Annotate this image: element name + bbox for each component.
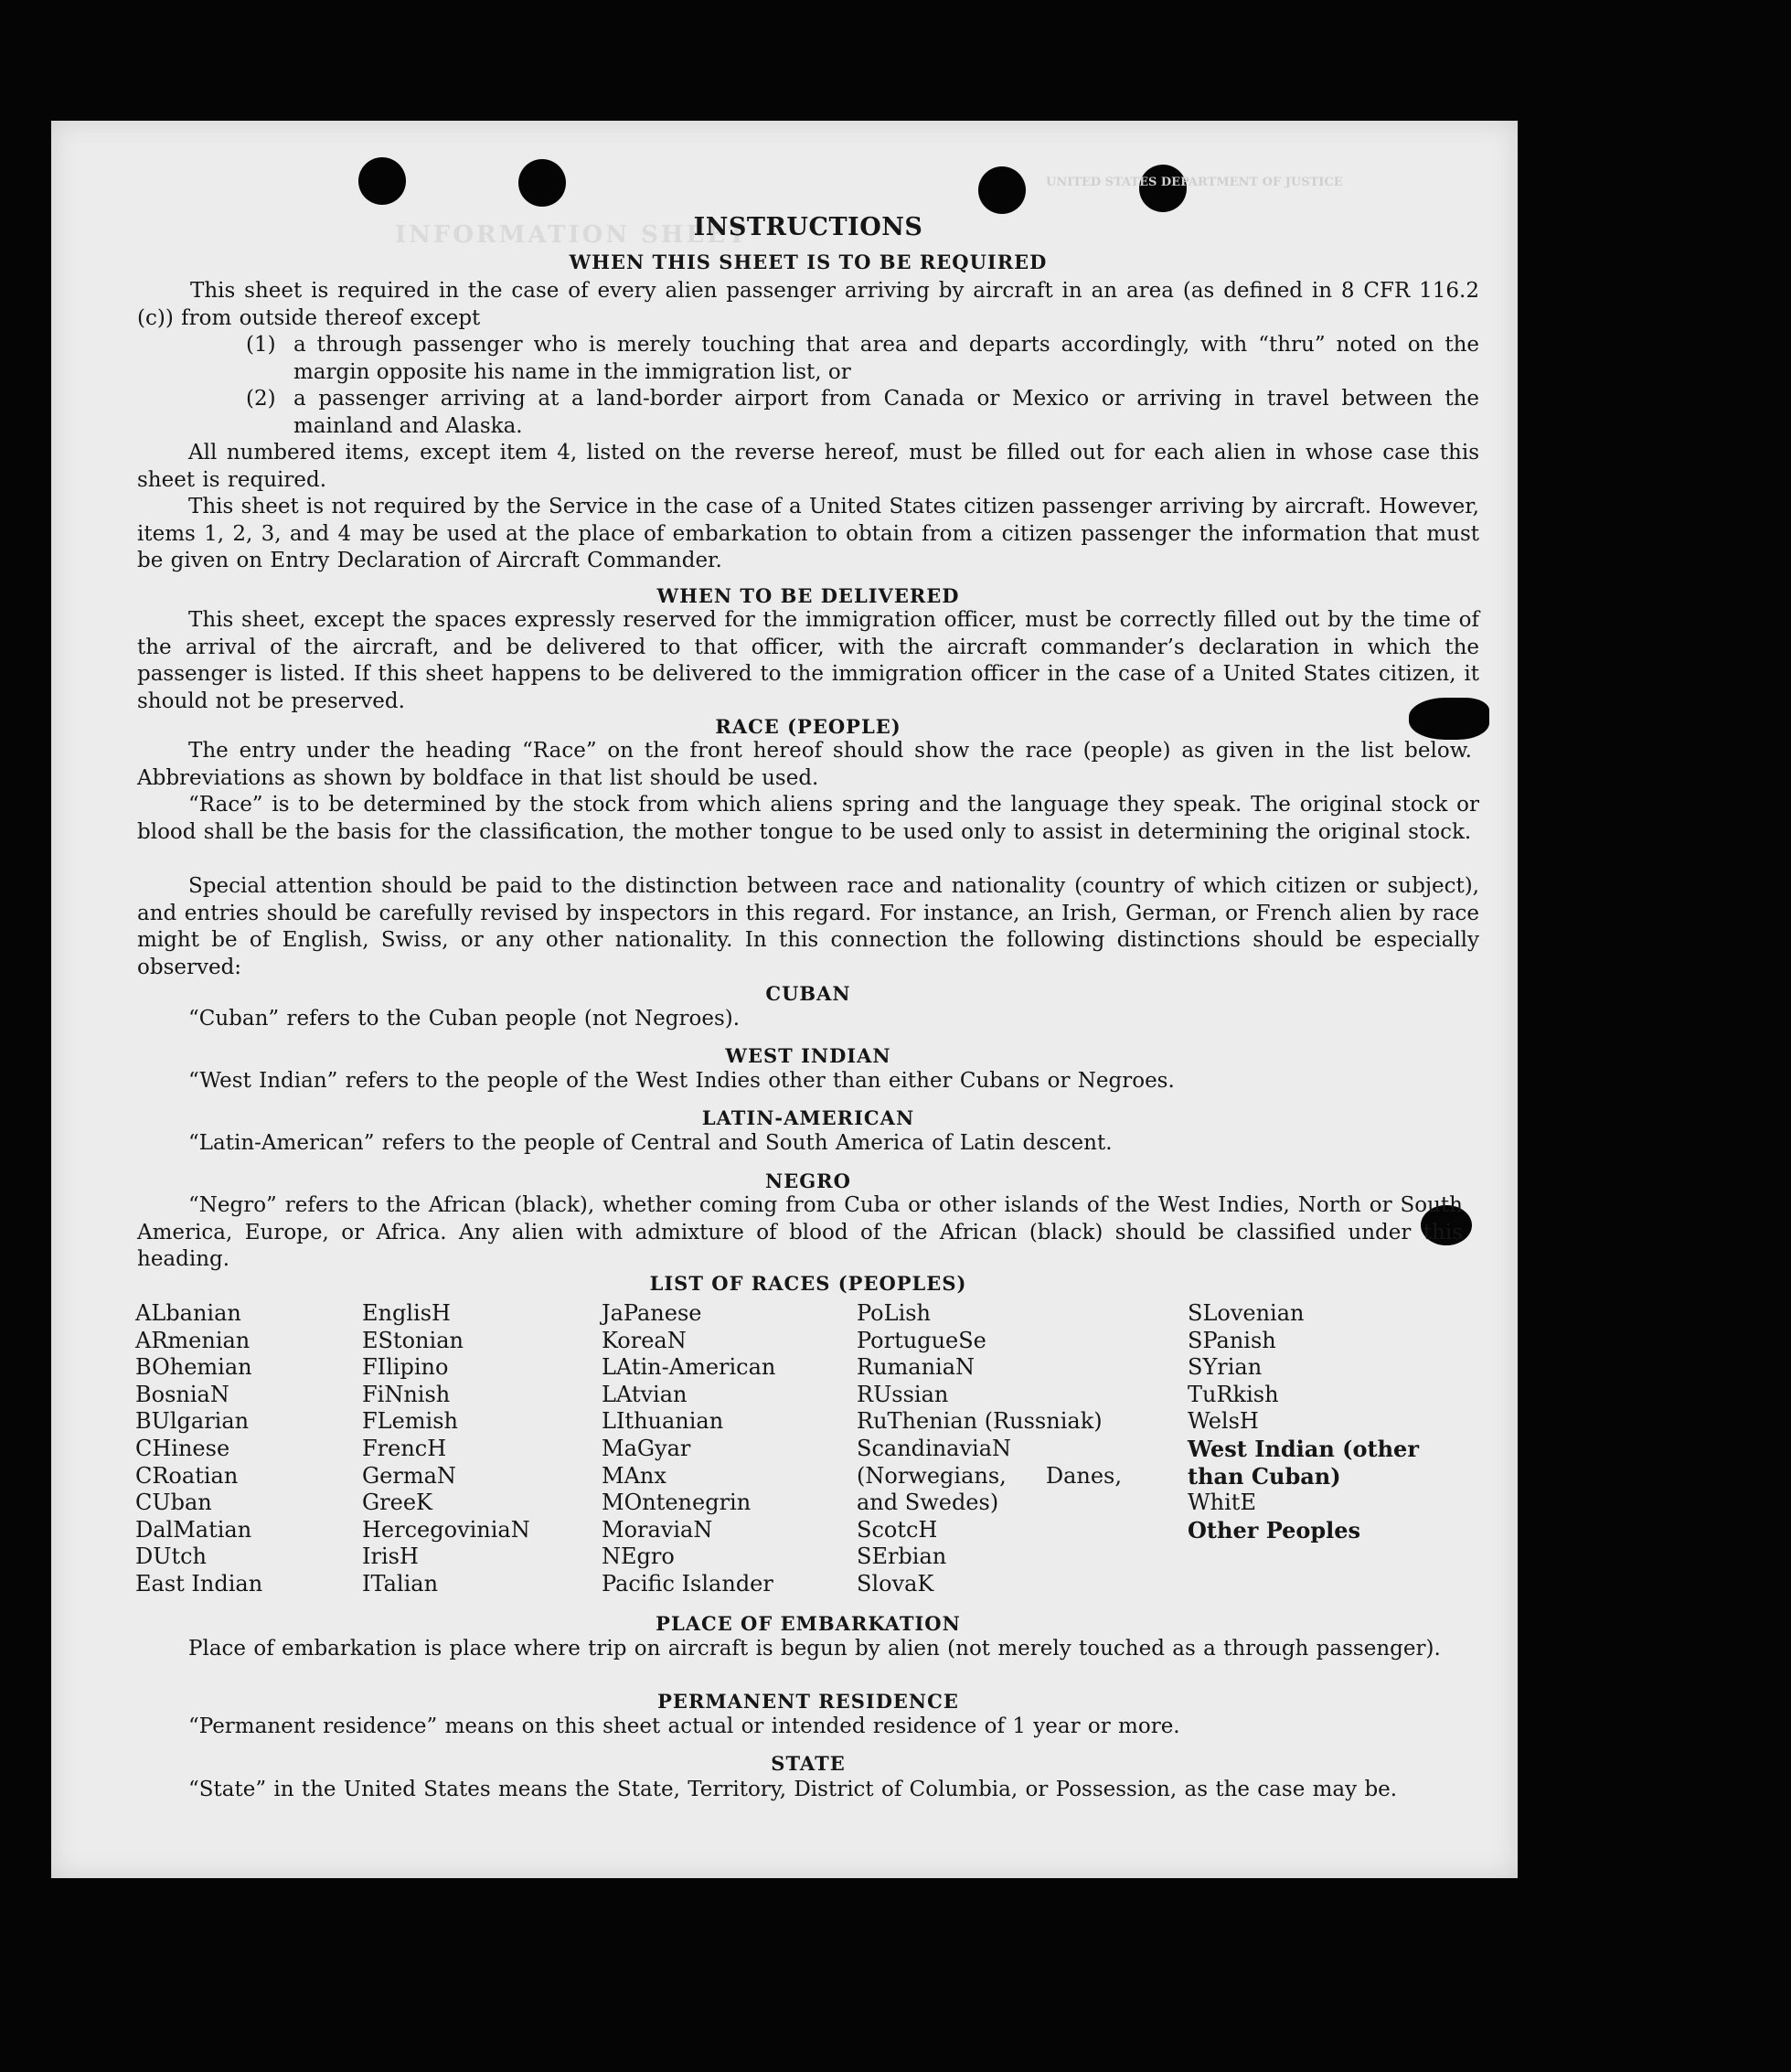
race-entry: EStonian: [362, 1327, 464, 1353]
race-entry: PoLish: [857, 1300, 932, 1326]
race-entry: ScotcH: [857, 1516, 938, 1543]
race-entry: GreeK: [362, 1490, 432, 1516]
race-entry: WhitE: [1188, 1490, 1256, 1516]
race-entry: MOntenegrin: [602, 1490, 752, 1516]
race-list-column-4: [857, 1300, 1122, 1598]
paragraph: “Race” is to be determined by the stock from which aliens spring and the language they speak. The original stock or blood shall be the basis for the classification, the mother tongue to be used only to assist in determining the original stock.: [137, 793, 1479, 844]
race-entry: MoraviaN: [602, 1516, 713, 1543]
section-heading: STATE: [771, 1752, 846, 1775]
document-sheet: [51, 121, 1518, 1878]
race-entry: SErbian: [857, 1543, 947, 1570]
race-entry: MaGyar: [602, 1435, 691, 1461]
paragraph: This sheet, except the spaces expressly reserved for the immigration officer, must be correctly filled out by the time of the arrival of the aircraft, and be delivered to that officer, with the aircraft commander’s declaration in which the passenger is listed. If this sheet happens to be delivered to the immigration officer in the case of a United States citizen, it should not be preserved.: [137, 608, 1479, 713]
item-number: (2): [246, 387, 276, 411]
race-entry: Pacific Islander: [602, 1570, 773, 1597]
race-entry: RuThenian (Russniak): [857, 1408, 1103, 1435]
race-entry: West Indian (other than Cuban): [1188, 1435, 1419, 1490]
bleed-through-text: INFORMATION SHEET: [395, 221, 749, 249]
race-entry: RUssian: [857, 1381, 949, 1407]
race-entry: East Indian: [135, 1570, 263, 1597]
race-entry: ARmenian: [135, 1327, 251, 1353]
paragraph: “Latin-American” refers to the people of Central and South America of Latin descent.: [188, 1131, 1113, 1155]
section-heading: LIST OF RACES (PEOPLES): [649, 1272, 967, 1295]
race-entry: DUtch: [135, 1543, 208, 1570]
race-entry: SPanish: [1188, 1327, 1276, 1353]
paragraph: Special attention should be paid to the distinction between race and nationality (country of which citizen or subject), and entries should be carefully revised by inspectors in this regard. For instance, an Irish, German, or French alien by race might be of English, Swiss, or any other nationality. In this connection the following distinctions should be especially observed:: [137, 874, 1479, 979]
race-entry: BosniaN: [135, 1381, 229, 1407]
paragraph: This sheet is not required by the Service in the case of a United States citizen passenger arriving by aircraft. However, items 1, 2, 3, and 4 may be used at the place of embarkation to obtain from a citizen passenger the information that must be given on Entry Declaration of Aircraft Commander.: [137, 495, 1479, 572]
race-entry: FIlipino: [362, 1354, 449, 1381]
exception-item-2: [246, 386, 1479, 440]
paragraph: Place of embarkation is place where trip on aircraft is begun by alien (not merely touched as a through passenger).: [188, 1637, 1441, 1661]
race-entry: GermaN: [362, 1462, 456, 1489]
race-entry: EnglisH: [362, 1300, 451, 1326]
punch-hole: [978, 166, 1026, 214]
race-entry: JaPanese: [602, 1300, 702, 1326]
race-entry: SlovaK: [857, 1570, 934, 1597]
paragraph: The entry under the heading “Race” on the front hereof should show the race (people) as given in the list below. Abbreviations as shown by boldface in that list should be used.: [137, 739, 1472, 790]
race-entry: HercegoviniaN: [362, 1516, 530, 1543]
punch-hole: [358, 157, 406, 205]
race-entry: WelsH: [1188, 1408, 1259, 1435]
item-text: a passenger arriving at a land-border airport from Canada or Mexico or arriving in travel between the mainland and Alaska.: [293, 387, 1479, 438]
section-heading: PLACE OF EMBARKATION: [656, 1612, 961, 1635]
race-entry: NEgro: [602, 1543, 675, 1570]
race-entry: DalMatian: [135, 1516, 252, 1543]
punch-hole: [518, 159, 566, 207]
paragraph: “Cuban” refers to the Cuban people (not Negroes).: [188, 1007, 741, 1031]
section-heading: NEGRO: [765, 1170, 851, 1192]
race-entry: TuRkish: [1188, 1381, 1279, 1407]
race-entry: RumaniaN: [857, 1354, 975, 1381]
race-list-column-3: [602, 1300, 848, 1598]
section-heading: CUBAN: [765, 982, 851, 1005]
paragraph: All numbered items, except item 4, listed on the reverse hereof, must be filled out for each alien in whose case this sheet is required.: [137, 441, 1479, 492]
paragraph: “State” in the United States means the State, Territory, District of Columbia, or Possession, as the case may be.: [188, 1778, 1398, 1801]
section-heading: LATIN-AMERICAN: [701, 1106, 915, 1129]
race-entry: LAtin-American: [602, 1354, 776, 1381]
race-entry: IrisH: [362, 1543, 419, 1570]
race-entry: BOhemian: [135, 1354, 252, 1381]
item-text: a through passenger who is merely touching that area and departs accordingly, with “thru” noted on the margin opposite his name in the immigration list, or: [293, 333, 1479, 384]
race-entry: ScandinaviaN (Norwegians, Danes, and Swedes): [857, 1435, 1122, 1516]
race-entry: FrencH: [362, 1435, 447, 1461]
paragraph: “Negro” refers to the African (black), whether coming from Cuba or other islands of the West Indies, North or South America, Europe, or Africa. Any alien with admixture of blood of the African (black) should be classified under this heading.: [137, 1193, 1463, 1271]
race-entry: KoreaN: [602, 1327, 687, 1353]
paragraph: “Permanent residence” means on this sheet actual or intended residence of 1 year or more.: [188, 1714, 1180, 1738]
race-entry: LAtvian: [602, 1381, 688, 1407]
exception-item-1: [246, 332, 1479, 386]
item-number: (1): [246, 333, 276, 357]
race-list-column-1: [135, 1300, 355, 1598]
race-entry: CRoatian: [135, 1462, 239, 1489]
race-entry: ITalian: [362, 1570, 439, 1597]
section-heading: WHEN THIS SHEET IS TO BE REQUIRED: [569, 251, 1048, 273]
race-entry: BUlgarian: [135, 1408, 250, 1435]
race-list-column-2: [362, 1300, 600, 1598]
section-heading: PERMANENT RESIDENCE: [657, 1690, 959, 1713]
race-entry: FiNnish: [362, 1381, 451, 1407]
race-list-column-5: [1188, 1300, 1425, 1543]
page-title: INSTRUCTIONS: [693, 213, 923, 241]
race-entry: SYrian: [1188, 1354, 1263, 1381]
race-entry: CUban: [135, 1490, 212, 1516]
section-heading: WEST INDIAN: [725, 1044, 891, 1067]
race-entry: FLemish: [362, 1408, 458, 1435]
race-entry: LIthuanian: [602, 1408, 724, 1435]
bleed-through-text: UNITED STATES DEPARTMENT OF JUSTICE: [1046, 176, 1343, 189]
race-entry: Other Peoples: [1188, 1516, 1361, 1543]
section-heading: WHEN TO BE DELIVERED: [656, 584, 960, 607]
race-entry: ALbanian: [135, 1300, 241, 1326]
race-entry: CHinese: [135, 1435, 230, 1461]
paragraph: “West Indian” refers to the people of the West Indies other than either Cubans or Negroes.: [188, 1069, 1175, 1093]
race-entry: MAnx: [602, 1462, 666, 1489]
race-entry: SLovenian: [1188, 1300, 1305, 1326]
paragraph: This sheet is required in the case of every alien passenger arriving by aircraft in an area (as defined in 8 CFR 116.2 (c)) from outside thereof except: [137, 279, 1479, 330]
section-heading: RACE (PEOPLE): [715, 715, 901, 738]
race-entry: PortugueSe: [857, 1327, 986, 1353]
